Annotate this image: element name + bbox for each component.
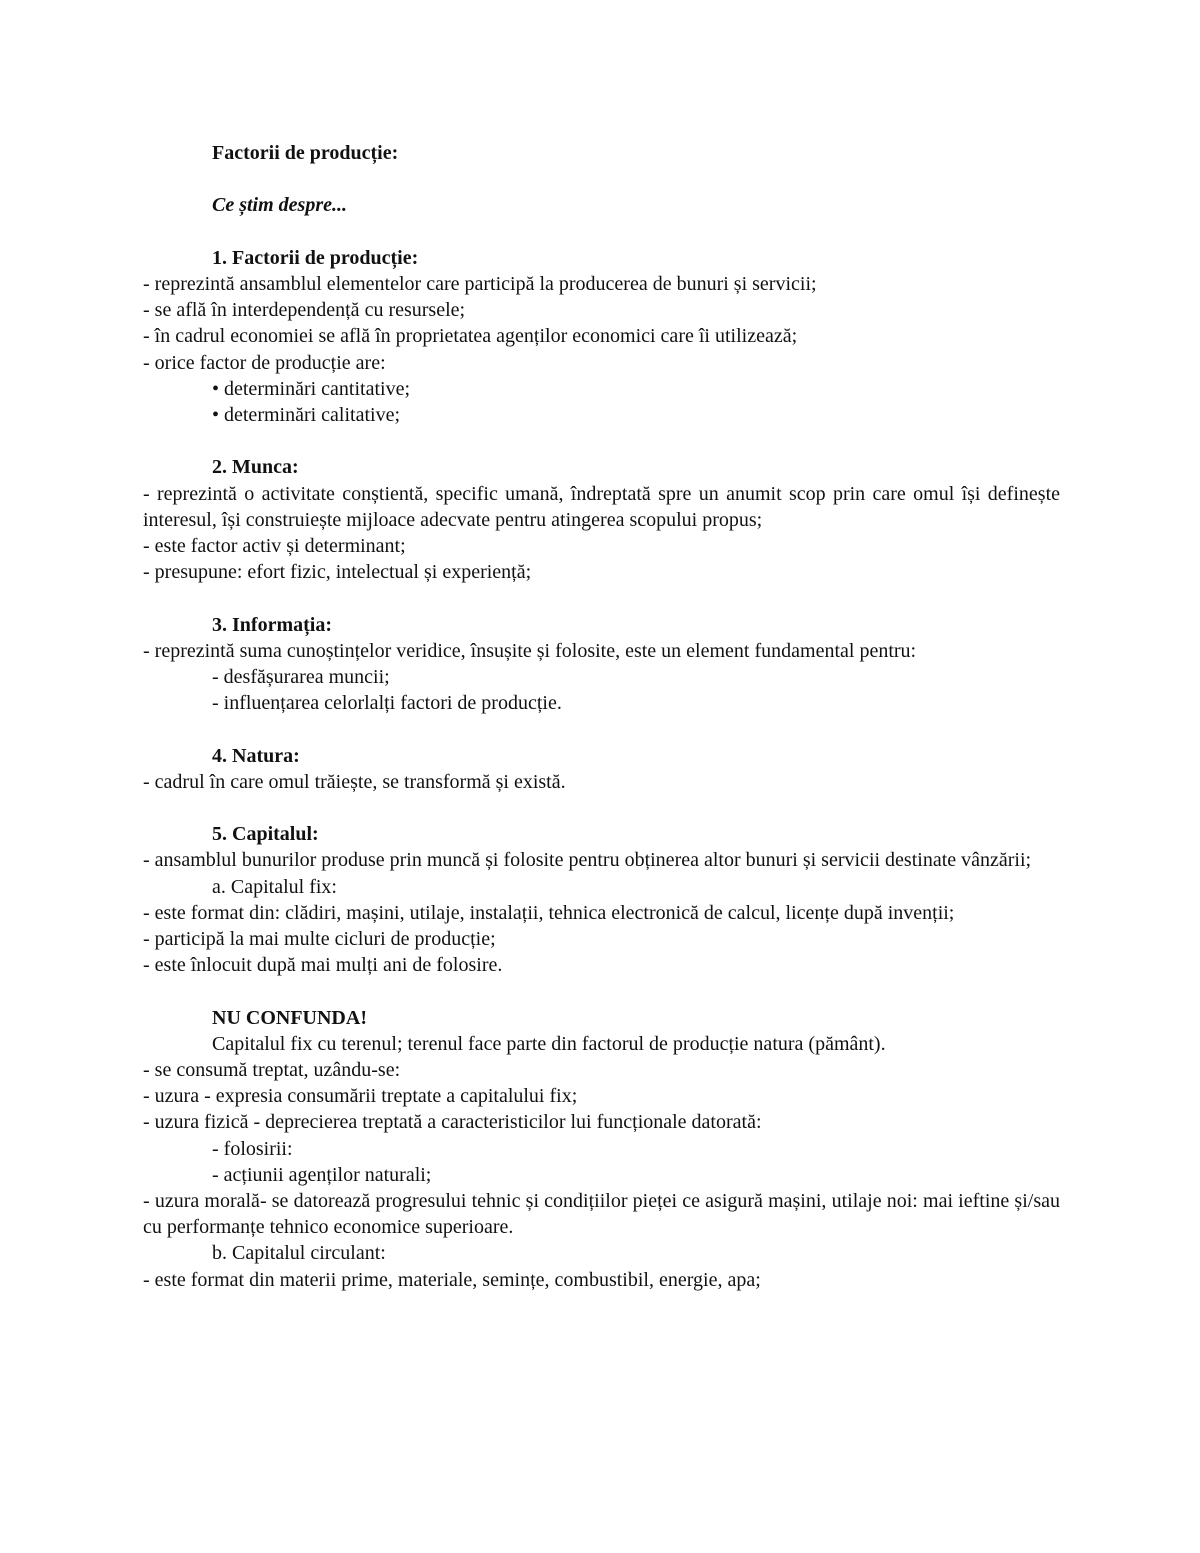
spacer	[143, 166, 1060, 192]
list-item: - ansamblul bunurilor produse prin muncă și folosite pentru obținerea altor bunuri și servicii destinate vânzării;	[143, 849, 1032, 872]
list-item: - uzura fizică - deprecierea treptată a caracteristicilor lui funcționale datorată:	[143, 1111, 762, 1134]
section-heading-informatia: 3. Informația:	[212, 613, 332, 636]
warning-text: Capitalul fix cu terenul; terenul face parte din factorul de producție natura (pământ).	[212, 1032, 886, 1055]
sub-list-item: - acțiunii agenților naturali;	[212, 1163, 432, 1186]
sub-list-item: - desfășurarea muncii;	[212, 666, 390, 688]
document-subtitle: Ce știm despre...	[212, 194, 347, 217]
list-item: - în cadrul economiei se află în proprietatea agenților economici care îi utilizează;	[143, 325, 798, 348]
list-item: - participă la mai multe cicluri de producție;	[143, 928, 496, 950]
list-item: - reprezintă ansamblul elementelor care participă la producerea de bunuri și servicii;	[143, 272, 817, 295]
list-item: - se află în interdependență cu resursele;	[143, 299, 466, 322]
sub-heading-capital-fix: a. Capitalul fix:	[212, 875, 337, 898]
list-item: - este format din materii prime, materiale, semințe, combustibil, energie, apa;	[143, 1268, 761, 1291]
document-page	[143, 140, 1060, 1293]
section-heading-munca: 2. Munca:	[212, 456, 299, 479]
spacer	[143, 219, 1060, 245]
list-item: - se consumă treptat, uzându-se:	[143, 1059, 401, 1081]
spacer	[143, 428, 1060, 454]
list-item: - este factor activ și determinant;	[143, 535, 406, 557]
spacer	[143, 585, 1060, 611]
list-item: - reprezintă o activitate conștientă, specific umană, îndreptată spre un anumit scop prin care omul își definește interesul, își construiește mijloace adecvate pentru atingerea scopului propus;	[143, 482, 1060, 531]
list-item: - uzura - expresia consumării treptate a capitalului fix;	[143, 1085, 578, 1108]
sub-list-item: - folosirii:	[212, 1137, 293, 1160]
list-item: - reprezintă suma cunoștințelor veridice, însușite și folosite, este un element fundamental pentru:	[143, 639, 917, 662]
list-item: - cadrul în care omul trăiește, se transformă și există.	[143, 770, 566, 793]
list-item: - uzura morală- se datorează progresului tehnic și condițiilor pieței ce asigură mașini, utilaje noi: mai ieftine și/sau cu performanțe tehnico economice superioare.	[143, 1190, 1060, 1239]
document-title: Factorii de producție:	[212, 142, 399, 164]
section-heading-capitalul: 5. Capitalul:	[212, 823, 319, 846]
list-item: - orice factor de producție are:	[143, 351, 386, 374]
list-item: - este format din: clădiri, mașini, utilaje, instalații, tehnica electronică de calcul, licențe după invenții;	[143, 901, 955, 924]
spacer	[143, 795, 1060, 821]
spacer	[143, 978, 1060, 1004]
section-heading-factorii: 1. Factorii de producție:	[212, 246, 419, 269]
spacer	[143, 716, 1060, 742]
list-item: - este înlocuit după mai mulți ani de folosire.	[143, 954, 503, 977]
section-heading-natura: 4. Natura:	[212, 744, 300, 767]
warning-heading: NU CONFUNDA!	[212, 1006, 367, 1029]
bullet-item: • determinări cantitative;	[212, 377, 411, 400]
list-item: - presupune: efort fizic, intelectual și experiență;	[143, 561, 532, 584]
bullet-item: • determinări calitative;	[212, 404, 401, 426]
sub-list-item: - influențarea celorlalți factori de producție.	[212, 692, 562, 715]
sub-heading-capital-circulant: b. Capitalul circulant:	[212, 1242, 386, 1265]
